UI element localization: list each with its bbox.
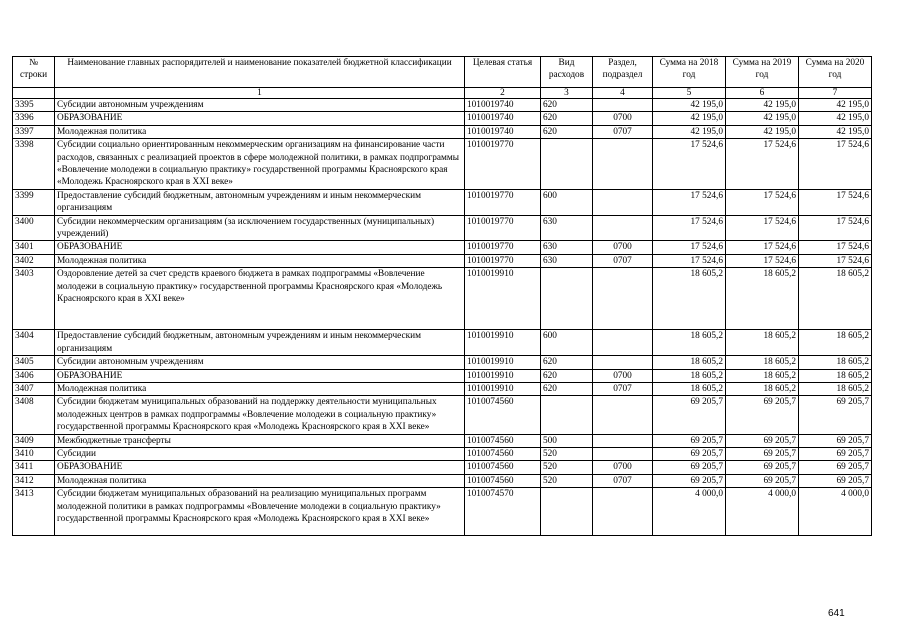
sum-2020-cell: 4 000,0	[799, 488, 872, 536]
sum-2018-cell: 18 605,2	[653, 382, 726, 395]
row-number-cell: 3408	[13, 396, 55, 434]
sum-2020-cell: 18 605,2	[799, 356, 872, 369]
row-number-cell: 3404	[13, 330, 55, 356]
sum-2020-cell: 42 195,0	[799, 125, 872, 138]
column-number: 1	[55, 88, 465, 99]
column-number: 5	[653, 88, 726, 99]
sum-2018-cell: 69 205,7	[653, 474, 726, 487]
sum-2018-cell: 17 524,6	[653, 139, 726, 190]
sum-2020-cell: 17 524,6	[799, 241, 872, 254]
expense-type-cell: 620	[541, 112, 593, 125]
name-cell: Субсидии автономным учреждениям	[55, 356, 465, 369]
sum-2018-cell: 17 524,6	[653, 215, 726, 241]
sum-2018-cell: 69 205,7	[653, 447, 726, 460]
sum-2018-cell: 18 605,2	[653, 268, 726, 330]
expense-type-cell: 620	[541, 369, 593, 382]
target-article-cell: 1010074560	[465, 396, 541, 434]
expense-type-cell: 620	[541, 356, 593, 369]
expense-type-cell: 630	[541, 254, 593, 267]
sum-2018-cell: 42 195,0	[653, 112, 726, 125]
table-row	[13, 139, 872, 190]
sum-2019-cell: 69 205,7	[726, 474, 799, 487]
table-row	[13, 396, 872, 434]
expense-type-cell	[541, 268, 593, 330]
sum-2020-cell: 69 205,7	[799, 447, 872, 460]
table-row	[13, 125, 872, 138]
section-cell	[593, 356, 653, 369]
sum-2018-cell: 18 605,2	[653, 369, 726, 382]
table-row	[13, 382, 872, 395]
target-article-cell: 1010019770	[465, 189, 541, 215]
target-article-cell: 1010019770	[465, 241, 541, 254]
name-cell: Субсидии бюджетам муниципальных образований на реализацию муниципальных программ молодежной политики в рамках подпрограммы «Вовлечение молодежи в социальную практику» государственной программы Красноярского края «Молодежь Красноярского края в XXI веке»	[55, 488, 465, 536]
sum-2018-cell: 18 605,2	[653, 356, 726, 369]
name-cell: ОБРАЗОВАНИЕ	[55, 241, 465, 254]
header-sum-2020: Сумма на 2020 год	[799, 57, 872, 88]
row-number-cell: 3402	[13, 254, 55, 267]
sum-2020-cell: 17 524,6	[799, 189, 872, 215]
sum-2020-cell: 18 605,2	[799, 268, 872, 330]
column-number: 4	[593, 88, 653, 99]
sum-2018-cell: 4 000,0	[653, 488, 726, 536]
sum-2019-cell: 69 205,7	[726, 434, 799, 447]
sum-2019-cell: 69 205,7	[726, 461, 799, 474]
sum-2018-cell: 17 524,6	[653, 189, 726, 215]
target-article-cell: 1010019740	[465, 99, 541, 112]
expense-type-cell	[541, 488, 593, 536]
sum-2018-cell: 17 524,6	[653, 241, 726, 254]
expense-type-cell: 630	[541, 241, 593, 254]
column-number-row	[13, 88, 872, 99]
target-article-cell: 1010019770	[465, 139, 541, 190]
name-cell: Межбюджетные трансферты	[55, 434, 465, 447]
target-article-cell: 1010019740	[465, 125, 541, 138]
sum-2020-cell: 69 205,7	[799, 434, 872, 447]
section-cell: 0707	[593, 254, 653, 267]
table-row	[13, 474, 872, 487]
section-cell	[593, 139, 653, 190]
sum-2019-cell: 17 524,6	[726, 241, 799, 254]
table-row	[13, 268, 872, 330]
table-row	[13, 241, 872, 254]
target-article-cell: 1010019910	[465, 330, 541, 356]
row-number-cell: 3405	[13, 356, 55, 369]
sum-2019-cell: 69 205,7	[726, 396, 799, 434]
row-number-cell: 3398	[13, 139, 55, 190]
sum-2019-cell: 18 605,2	[726, 330, 799, 356]
section-cell	[593, 99, 653, 112]
header-sum-2019: Сумма на 2019 год	[726, 57, 799, 88]
section-cell	[593, 268, 653, 330]
header-sum-2018: Сумма на 2018 год	[653, 57, 726, 88]
section-cell	[593, 434, 653, 447]
sum-2019-cell: 17 524,6	[726, 139, 799, 190]
sum-2020-cell: 42 195,0	[799, 112, 872, 125]
target-article-cell: 1010074560	[465, 474, 541, 487]
section-cell: 0707	[593, 125, 653, 138]
sum-2019-cell: 18 605,2	[726, 369, 799, 382]
target-article-cell: 1010019770	[465, 215, 541, 241]
name-cell: ОБРАЗОВАНИЕ	[55, 369, 465, 382]
table-body	[13, 99, 872, 536]
row-number-cell: 3399	[13, 189, 55, 215]
sum-2020-cell: 69 205,7	[799, 396, 872, 434]
header-target-article: Целевая статья	[465, 57, 541, 88]
target-article-cell: 1010019740	[465, 112, 541, 125]
name-cell: Предоставление субсидий бюджетным, автономным учреждениям и иным некоммерческим организациям	[55, 189, 465, 215]
name-cell: Субсидии автономным учреждениям	[55, 99, 465, 112]
table-row	[13, 488, 872, 536]
name-cell: Субсидии социально ориентированным некоммерческим организациям на финансирование части расходов, связанных с реализацией проектов в сфере молодежной политики, в рамках подпрограммы «Вовлечение молодежи в социальную практику» государственной программы Красноярского края «Молодежь Красноярского края в XXI веке»	[55, 139, 465, 190]
column-number: 6	[726, 88, 799, 99]
section-cell: 0700	[593, 241, 653, 254]
page-number: 641	[828, 608, 845, 619]
name-cell: Молодежная политика	[55, 474, 465, 487]
budget-table	[12, 56, 872, 536]
target-article-cell: 1010074560	[465, 447, 541, 460]
section-cell	[593, 215, 653, 241]
name-cell: Молодежная политика	[55, 254, 465, 267]
sum-2020-cell: 18 605,2	[799, 330, 872, 356]
sum-2019-cell: 18 605,2	[726, 268, 799, 330]
sum-2019-cell: 18 605,2	[726, 356, 799, 369]
sum-2018-cell: 18 605,2	[653, 330, 726, 356]
sum-2020-cell: 18 605,2	[799, 382, 872, 395]
sum-2018-cell: 17 524,6	[653, 254, 726, 267]
table-row	[13, 189, 872, 215]
section-cell: 0707	[593, 474, 653, 487]
sum-2020-cell: 42 195,0	[799, 99, 872, 112]
table-row	[13, 330, 872, 356]
name-cell: Молодежная политика	[55, 382, 465, 395]
target-article-cell: 1010074570	[465, 488, 541, 536]
sum-2019-cell: 4 000,0	[726, 488, 799, 536]
expense-type-cell: 520	[541, 447, 593, 460]
sum-2018-cell: 42 195,0	[653, 125, 726, 138]
table-row	[13, 254, 872, 267]
sum-2020-cell: 18 605,2	[799, 369, 872, 382]
header-section: Раздел, подраздел	[593, 57, 653, 88]
target-article-cell: 1010019910	[465, 268, 541, 330]
row-number-cell: 3409	[13, 434, 55, 447]
row-number-cell: 3395	[13, 99, 55, 112]
section-cell	[593, 488, 653, 536]
sum-2019-cell: 18 605,2	[726, 382, 799, 395]
expense-type-cell: 600	[541, 330, 593, 356]
name-cell: Субсидии бюджетам муниципальных образований на поддержку деятельности муниципальных молодежных центров в рамках подпрограммы «Вовлечение молодежи в социальную практику» государственной программы Красноярского края «Молодежь Красноярского края в XXI веке»	[55, 396, 465, 434]
sum-2020-cell: 69 205,7	[799, 461, 872, 474]
expense-type-cell: 520	[541, 474, 593, 487]
sum-2018-cell: 69 205,7	[653, 396, 726, 434]
header-name: Наименование главных распорядителей и наименование показателей бюджетной классификации	[55, 57, 465, 88]
table-row	[13, 447, 872, 460]
row-number-cell: 3401	[13, 241, 55, 254]
target-article-cell: 1010019910	[465, 382, 541, 395]
sum-2020-cell: 17 524,6	[799, 139, 872, 190]
row-number-cell: 3400	[13, 215, 55, 241]
section-cell: 0707	[593, 382, 653, 395]
expense-type-cell	[541, 396, 593, 434]
section-cell	[593, 447, 653, 460]
expense-type-cell	[541, 139, 593, 190]
table-row	[13, 112, 872, 125]
sum-2018-cell: 69 205,7	[653, 434, 726, 447]
table-row	[13, 356, 872, 369]
row-number-cell: 3410	[13, 447, 55, 460]
header-expense-type: Вид расходов	[541, 57, 593, 88]
sum-2019-cell: 69 205,7	[726, 447, 799, 460]
name-cell: Предоставление субсидий бюджетным, автономным учреждениям и иным некоммерческим организациям	[55, 330, 465, 356]
header-row-number: № строки	[13, 57, 55, 88]
name-cell: ОБРАЗОВАНИЕ	[55, 112, 465, 125]
table-row	[13, 461, 872, 474]
expense-type-cell: 620	[541, 125, 593, 138]
table-row	[13, 369, 872, 382]
sum-2019-cell: 17 524,6	[726, 215, 799, 241]
row-number-cell: 3412	[13, 474, 55, 487]
name-cell: Молодежная политика	[55, 125, 465, 138]
section-cell: 0700	[593, 112, 653, 125]
row-number-cell: 3396	[13, 112, 55, 125]
section-cell	[593, 396, 653, 434]
name-cell: ОБРАЗОВАНИЕ	[55, 461, 465, 474]
row-number-cell: 3397	[13, 125, 55, 138]
sum-2019-cell: 17 524,6	[726, 254, 799, 267]
expense-type-cell: 620	[541, 99, 593, 112]
row-number-cell: 3403	[13, 268, 55, 330]
row-number-cell: 3406	[13, 369, 55, 382]
section-cell	[593, 189, 653, 215]
sum-2019-cell: 17 524,6	[726, 189, 799, 215]
table-header-row	[13, 57, 872, 88]
column-number: 7	[799, 88, 872, 99]
target-article-cell: 1010074560	[465, 461, 541, 474]
row-number-cell: 3411	[13, 461, 55, 474]
sum-2018-cell: 42 195,0	[653, 99, 726, 112]
expense-type-cell: 520	[541, 461, 593, 474]
sum-2019-cell: 42 195,0	[726, 125, 799, 138]
column-number: 2	[465, 88, 541, 99]
sum-2020-cell: 17 524,6	[799, 215, 872, 241]
target-article-cell: 1010074560	[465, 434, 541, 447]
expense-type-cell: 630	[541, 215, 593, 241]
expense-type-cell: 500	[541, 434, 593, 447]
sum-2020-cell: 69 205,7	[799, 474, 872, 487]
expense-type-cell: 620	[541, 382, 593, 395]
name-cell: Субсидии некоммерческим организациям (за исключением государственных (муниципальных) учреждений)	[55, 215, 465, 241]
sum-2018-cell: 69 205,7	[653, 461, 726, 474]
sum-2019-cell: 42 195,0	[726, 99, 799, 112]
table-row	[13, 215, 872, 241]
expense-type-cell: 600	[541, 189, 593, 215]
row-number-cell: 3407	[13, 382, 55, 395]
target-article-cell: 1010019910	[465, 369, 541, 382]
column-number	[13, 88, 55, 99]
target-article-cell: 1010019910	[465, 356, 541, 369]
target-article-cell: 1010019770	[465, 254, 541, 267]
row-number-cell: 3413	[13, 488, 55, 536]
column-number: 3	[541, 88, 593, 99]
sum-2019-cell: 42 195,0	[726, 112, 799, 125]
section-cell	[593, 330, 653, 356]
name-cell: Субсидии	[55, 447, 465, 460]
section-cell: 0700	[593, 369, 653, 382]
table-row	[13, 99, 872, 112]
table-row	[13, 434, 872, 447]
sum-2020-cell: 17 524,6	[799, 254, 872, 267]
section-cell: 0700	[593, 461, 653, 474]
name-cell: Оздоровление детей за счет средств краевого бюджета в рамках подпрограммы «Вовлечение молодежи в социальную практику» государственной программы Красноярского края «Молодежь Красноярского края в XXI веке»	[55, 268, 465, 330]
